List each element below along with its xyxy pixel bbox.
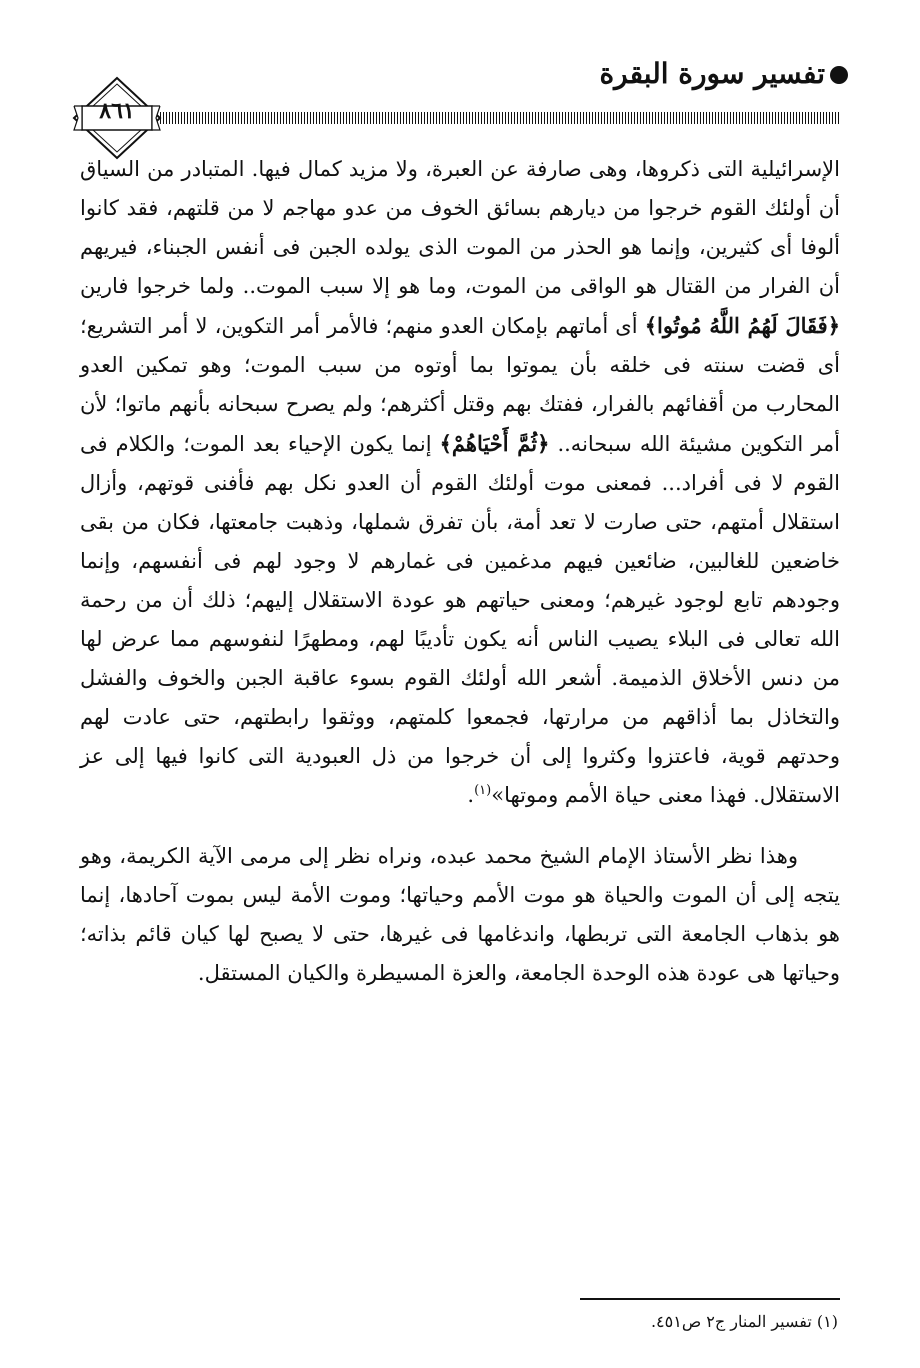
paragraph-1-end: . xyxy=(467,783,475,807)
page-number: ٨٦١ xyxy=(99,98,135,124)
footnote: (١) تفسير المنار ج٢ ص٤٥١. xyxy=(650,1312,838,1331)
header-ornament-icon xyxy=(830,66,848,84)
quran-quote-2: ﴿ثُمَّ أَحْيَاهُمْ﴾ xyxy=(439,431,550,456)
paragraph-1-text-a: الإسرائيلية التى ذكروها، وهى صارفة عن العبرة، ولا مزيد كمال فيها. المتبادر من السياق أن أولئك القوم خرجوا من ديارهم بسائق الخوف من عدو مهاجم لا من قلتهم، فقد كانوا ألوفا أى كثيرين، وإنما هو الحذر من الموت الذى يولده الجبن فى أنفس الجبناء، فيريهم أن الفرار من القتال هو الواقى من الموت، وما هو إلا سبب الموت.. ولما خرجوا فارين xyxy=(80,157,840,298)
body-text xyxy=(80,150,840,993)
paragraph-1-text-c: إنما يكون الإحياء بعد الموت؛ والكلام فى القوم لا فى أفراد... فمعنى موت أولئك القوم أن العدو نكل بهم فأفنى قوتهم، وأزال استقلال أمتهم، حتى صارت لا تعد أمة، بأن تفرق شملها، وذهبت جامعتها، فكان من بقى خاضعين للغالبين، ضائعين فيهم مدغمين فى غمارهم لا وجود لهم فى أنفسهم، وإنما وجودهم تابع لوجود غيرهم؛ ومعنى حياتهم هو عودة الاستقلال إليهم؛ ذلك أن من رحمة الله تعالى فى البلاء يصيب الناس أنه يكون تأديبًا لهم، ومطهرًا لنفوسهم مما عرض لها من دنس الأخلاق الذميمة. أشعر الله أولئك القوم بسوء عاقبة الجبن والخوف والفشل والتخاذل بما أذاقهم من مرارتها، فجمعوا كلمتهم، ووثقوا رابطتهم، حتى عادت لهم وحدتهم قوية، فاعتزوا وكثروا إلى أن خرجوا من ذل العبودية التى كانوا فيها إلى عز الاستقلال. فهذا معنى حياة الأمم وموتها» xyxy=(80,432,840,807)
paragraph-1 xyxy=(80,150,840,815)
footnote-rule xyxy=(580,1298,840,1300)
running-header-title: تفسير سورة البقرة xyxy=(599,57,825,90)
page-number-badge xyxy=(72,76,162,160)
paragraph-1-text-b: أى أماتهم بإمكان العدو منهم؛ فالأمر أمر التكوين، لا أمر التشريع؛ أى قضت سنته فى خلقه بأن يموتوا بما أوتوه من سبب الموت؛ وهو تمكين العدو المحارب من أقفائهم بالفرار، ففتك بهم وقتل أكثرهم؛ ولم يصرح سبحانه بأنهم ماتوا؛ لأن أمر التكوين مشيئة الله سبحانه.. xyxy=(80,314,840,456)
quran-quote-1: ﴿فَقَالَ لَهُمُ اللَّهُ مُوتُوا﴾ xyxy=(644,313,841,338)
paragraph-2: وهذا نظر الأستاذ الإمام الشيخ محمد عبده، ونراه نظر إلى مرمى الآية الكريمة، وهو يتجه إلى أن الموت والحياة هو موت الأمم وحياتها؛ وموت الأمة ليس بموت آحادها، إنما هو بذهاب الجامعة التى تربطها، واندغامها فى غيرها، حتى لا يصبح لها كيان قائم بذاته؛ وحياتها هى عودة هذه الوحدة الجامعة، والعزة المسيطرة والكيان المستقل. xyxy=(80,844,840,985)
footnote-reference: (١) xyxy=(474,783,492,798)
header-rule xyxy=(160,112,840,124)
